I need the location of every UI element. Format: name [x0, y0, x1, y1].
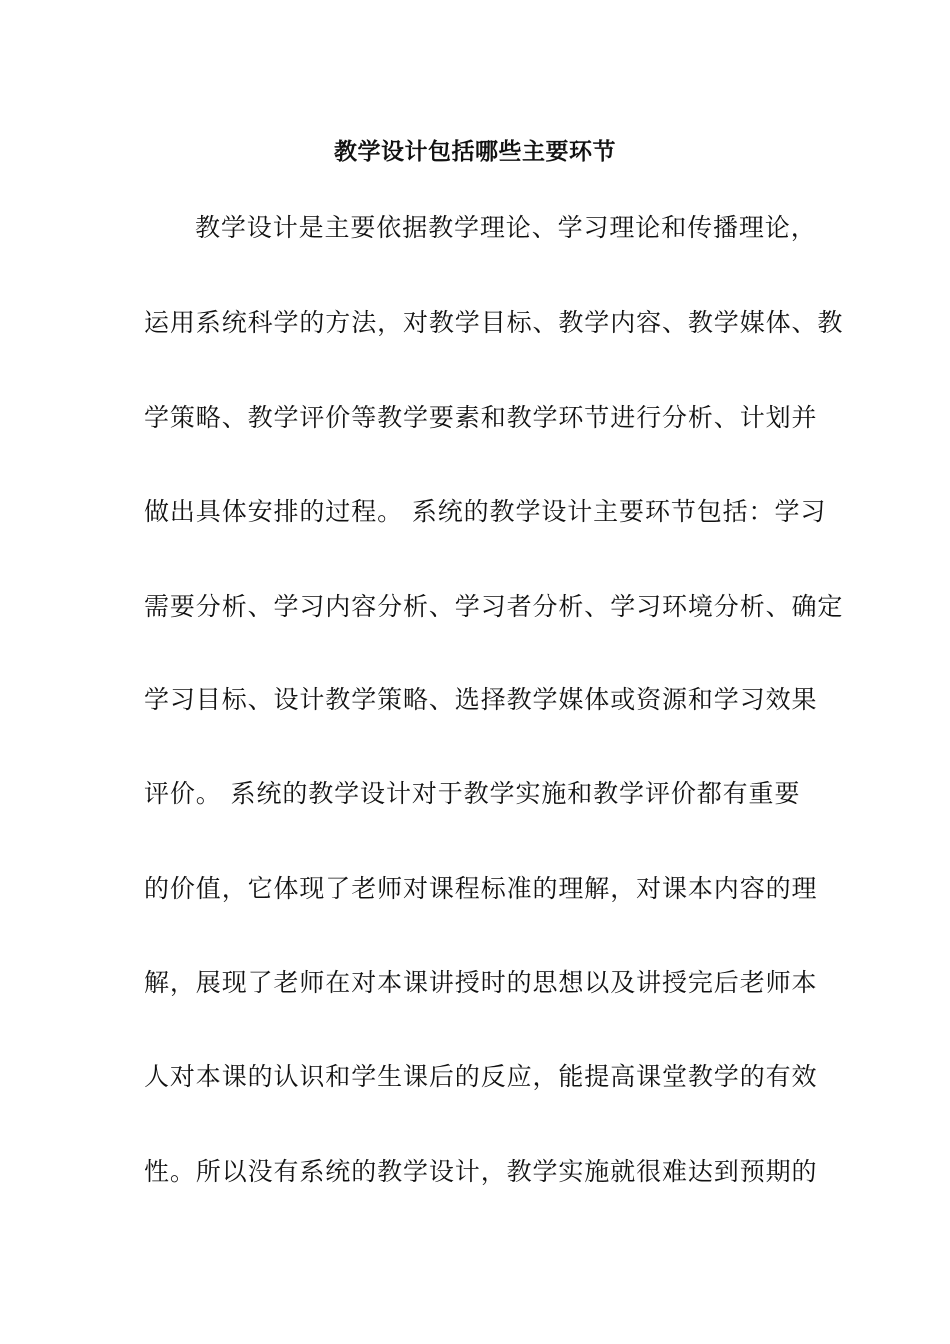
document-title: 教学设计包括哪些主要环节 [334, 138, 616, 165]
paragraph-line: 性。所以没有系统的教学设计，教学实施就很难达到预期的 [144, 1157, 818, 1186]
paragraph-line: 运用系统科学的方法，对教学目标、教学内容、教学媒体、教 [144, 308, 844, 337]
paragraph-line: 学策略、教学评价等教学要素和教学环节进行分析、计划并 [144, 403, 818, 432]
paragraph-line: 评价。 系统的教学设计对于教学实施和教学评价都有重要 [144, 779, 801, 808]
paragraph-line: 需要分析、学习内容分析、学习者分析、学习环境分析、确定 [144, 592, 844, 621]
paragraph-line: 教学设计是主要依据教学理论、学习理论和传播理论， [195, 213, 817, 242]
paragraph-line: 学习目标、设计教学策略、选择教学媒体或资源和学习效果 [144, 685, 818, 714]
paragraph-line: 做出具体安排的过程。 系统的教学设计主要环节包括：学习 [144, 497, 827, 526]
paragraph-line: 人对本课的认识和学生课后的反应，能提高课堂教学的有效 [144, 1062, 818, 1091]
paragraph-line: 的价值，它体现了老师对课程标准的理解，对课本内容的理 [144, 874, 818, 903]
paragraph-line: 解，展现了老师在对本课讲授时的思想以及讲授完后老师本 [144, 968, 818, 997]
